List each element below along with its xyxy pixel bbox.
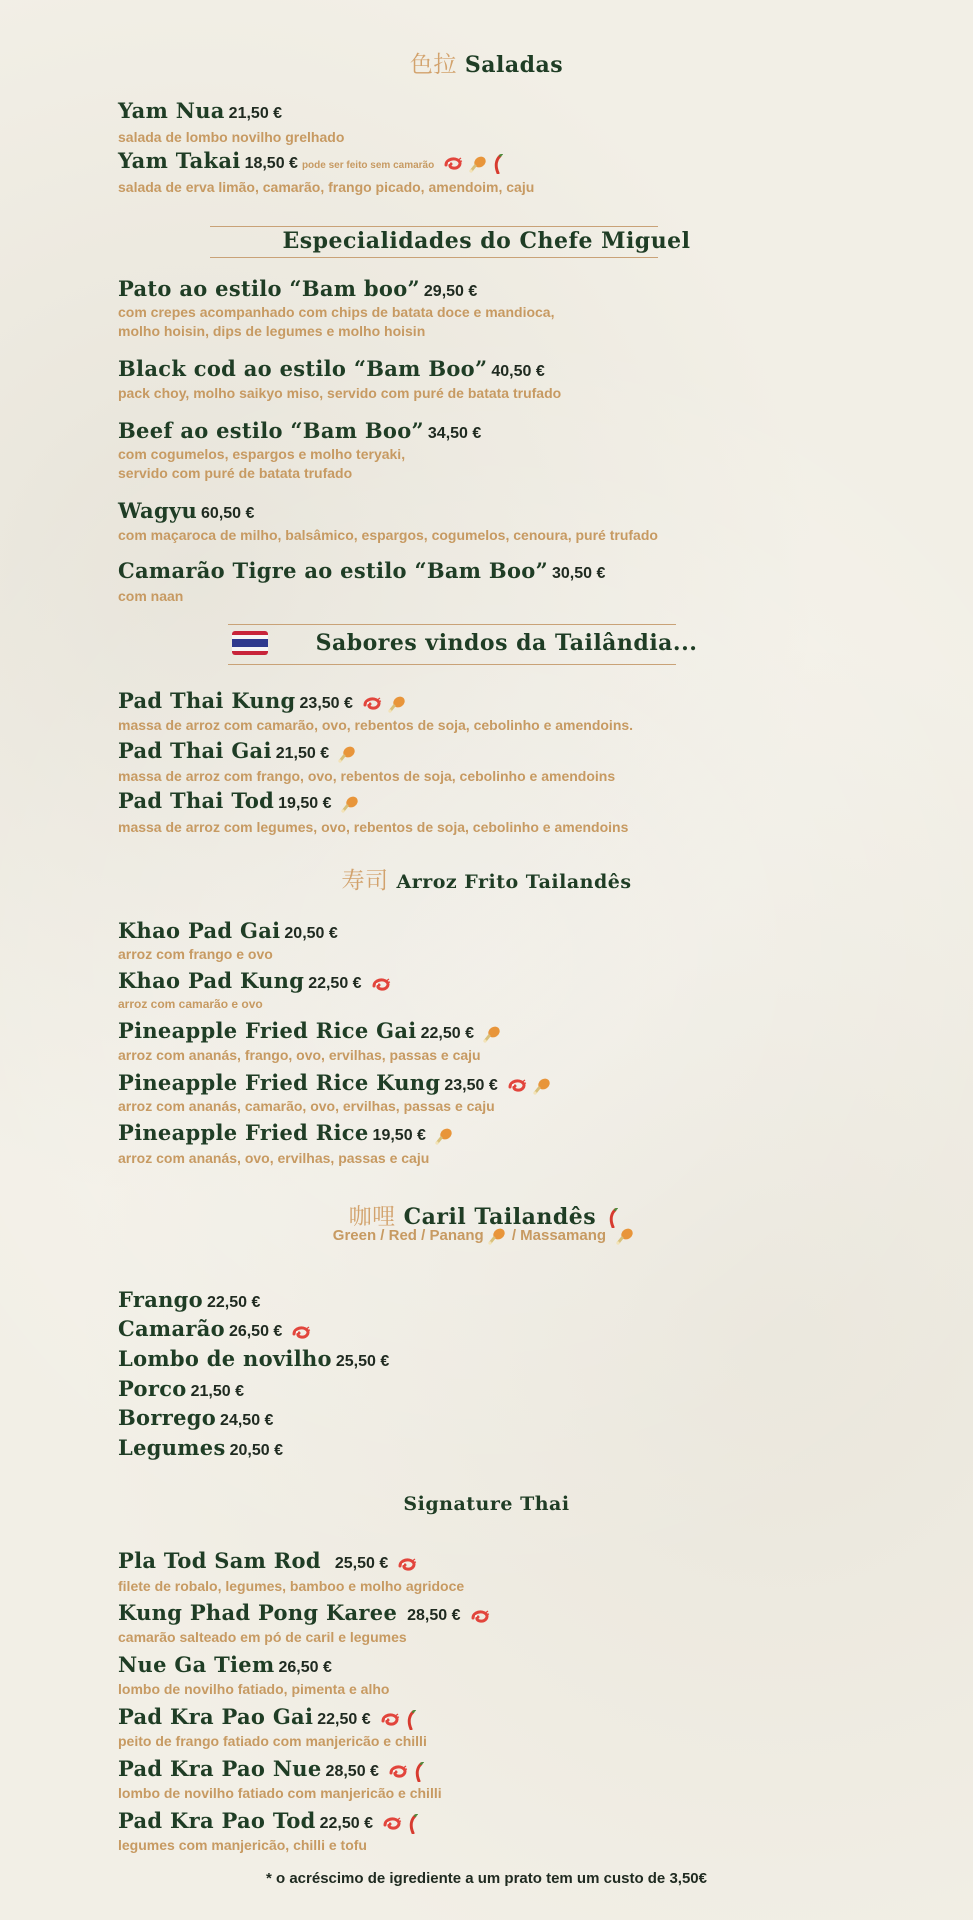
chicken-icon <box>483 1025 501 1043</box>
item-name: Pad Kra Pao Tod <box>118 1808 316 1833</box>
item-name: Khao Pad Gai <box>118 918 281 943</box>
menu-item <box>118 148 938 174</box>
item-description: massa de arroz com camarão, ovo, rebentos de soja, cebolinho e amendoins. <box>118 717 634 733</box>
item-name: Borrego <box>118 1405 217 1430</box>
item-price: 23,50 € <box>299 695 353 712</box>
chili-icon <box>408 1814 418 1834</box>
menu-item <box>118 1548 938 1573</box>
shrimp-icon <box>470 1609 490 1625</box>
shrimp-icon <box>291 1325 311 1341</box>
item-name: Frango <box>118 1287 203 1312</box>
item-price: 28,50 € <box>407 1607 461 1624</box>
menu-item <box>118 1346 938 1371</box>
item-price: 22,50 € <box>317 1711 371 1728</box>
menu-item <box>118 1287 938 1312</box>
section-cn-label: 咖哩 <box>348 1204 396 1230</box>
menu-item <box>118 1600 938 1625</box>
item-price: 26,50 € <box>278 1659 332 1676</box>
item-price: 30,50 € <box>551 565 606 582</box>
item-name: Yam Takai <box>118 148 241 173</box>
item-price: 28,50 € <box>325 1763 379 1780</box>
shrimp-icon <box>371 977 391 993</box>
menu-item <box>118 98 938 123</box>
item-price: 21,50 € <box>228 105 283 122</box>
item-description: lombo de novilho fatiado, pimenta e alho <box>118 1681 390 1697</box>
item-description: filete de robalo, legumes, bamboo e molho agridoce <box>118 1578 465 1594</box>
chicken-icon <box>435 1127 453 1145</box>
caril-options-label: / Massamang <box>511 1227 607 1244</box>
item-name: Lombo de novilho <box>118 1346 332 1371</box>
item-name: Camarão <box>118 1316 225 1341</box>
shrimp-icon <box>443 156 463 172</box>
item-name: Pineapple Fried Rice Kung <box>118 1070 441 1095</box>
shrimp-icon <box>507 1078 527 1094</box>
item-name: Yam Nua <box>118 98 225 123</box>
item-name: Camarão Tigre ao estilo “Bam Boo” <box>118 558 548 583</box>
chicken-icon <box>388 695 406 713</box>
item-description: pack choy, molho saikyo miso, servido com puré de batata trufado <box>118 385 562 401</box>
item-description: arroz com ananás, camarão, ovo, ervilhas, passas e caju <box>118 1098 495 1114</box>
item-description: legumes com manjericão, chilli e tofu <box>118 1837 367 1853</box>
section-title-text: Saladas <box>464 52 564 78</box>
chili-icon <box>608 1208 618 1228</box>
item-price: 18,50 € <box>244 155 298 172</box>
menu-item <box>118 1405 938 1430</box>
divider <box>228 664 676 665</box>
item-name: Pad Thai Kung <box>118 688 296 713</box>
section-title-saladas <box>0 46 973 79</box>
item-name: Khao Pad Kung <box>118 968 305 993</box>
footnote: * o acréscimo de igrediente a um prato tem um custo de 3,50€ <box>266 1870 707 1887</box>
divider <box>210 257 658 258</box>
item-description: com maçaroca de milho, balsâmico, espargos, cogumelos, cenoura, puré trufado <box>118 527 658 543</box>
menu-item <box>118 1070 938 1095</box>
item-description: molho hoisin, dips de legumes e molho hoisin <box>118 323 426 339</box>
item-description: arroz com ananás, frango, ovo, ervilhas, passas e caju <box>118 1047 481 1063</box>
item-name: Pineapple Fried Rice Gai <box>118 1018 417 1043</box>
item-name: Black cod ao estilo “Bam Boo” <box>118 356 488 381</box>
section-cn-label: 寿司 <box>341 868 389 894</box>
item-price: 26,50 € <box>228 1323 283 1340</box>
item-price: 24,50 € <box>220 1412 274 1429</box>
section-title-arroz <box>0 862 973 895</box>
item-name: Pad Kra Pao Gai <box>118 1704 314 1729</box>
item-price: 21,50 € <box>275 745 330 762</box>
item-description: arroz com ananás, ovo, ervilhas, passas e caju <box>118 1150 430 1166</box>
menu-item <box>118 1652 938 1677</box>
item-price: 23,50 € <box>444 1077 498 1094</box>
item-description: salada de lombo novilho grelhado <box>118 129 345 145</box>
item-price: 25,50 € <box>335 1353 390 1370</box>
shrimp-icon <box>397 1557 417 1573</box>
menu-item <box>118 558 938 583</box>
menu-item <box>118 498 938 523</box>
menu-item <box>118 1704 938 1730</box>
section-title-text: Caril Tailandês <box>403 1204 597 1230</box>
menu-item <box>118 1120 938 1145</box>
item-description: lombo de novilho fatiado com manjericão e chilli <box>118 1785 442 1801</box>
item-description: salada de erva limão, camarão, frango picado, amendoim, caju <box>118 179 535 195</box>
section-title-signature: Signature Thai <box>403 1493 570 1515</box>
chicken-icon <box>338 745 356 763</box>
menu-item <box>118 1376 938 1401</box>
item-price: 34,50 € <box>427 425 482 442</box>
item-description: com crepes acompanhado com chips de batata doce e mandioca, <box>118 304 555 320</box>
menu-item <box>118 1808 938 1834</box>
menu-item <box>118 276 938 301</box>
menu-item <box>118 1018 938 1043</box>
item-description: massa de arroz com legumes, ovo, rebentos de soja, cebolinho e amendoins <box>118 819 629 835</box>
item-price: 19,50 € <box>372 1127 426 1144</box>
divider <box>210 226 658 227</box>
item-name: Legumes <box>118 1435 226 1460</box>
menu-item <box>118 788 938 813</box>
divider <box>228 624 676 625</box>
shrimp-icon <box>382 1816 402 1832</box>
item-price: 20,50 € <box>229 1442 283 1459</box>
chicken-icon <box>341 795 359 813</box>
item-description: massa de arroz com frango, ovo, rebentos de soja, cebolinho e amendoins <box>118 768 616 784</box>
item-name: Pineapple Fried Rice <box>118 1120 369 1145</box>
section-title-tailandia: Sabores vindos da Tailândia... <box>315 630 698 656</box>
chili-icon <box>414 1762 424 1782</box>
menu-item <box>118 688 938 713</box>
section-title-chef: Especialidades do Chefe Miguel <box>282 228 691 254</box>
section-cn-label: 色拉 <box>409 52 457 78</box>
menu-item <box>118 968 938 993</box>
chicken-icon <box>488 1227 506 1245</box>
item-description: com cogumelos, espargos e molho teryaki, <box>118 446 406 462</box>
chili-icon <box>493 154 503 174</box>
shrimp-icon <box>362 696 382 712</box>
menu-item <box>118 1316 938 1341</box>
caril-options-label: Green / Red / Panang <box>332 1227 484 1244</box>
item-name: Pad Thai Tod <box>118 788 275 813</box>
item-description: com naan <box>118 588 184 604</box>
item-name: Pad Thai Gai <box>118 738 272 763</box>
item-name: Porco <box>118 1376 187 1401</box>
menu-item <box>118 738 938 763</box>
item-name: Kung Phad Pong Karee <box>118 1600 398 1625</box>
item-name: Nue Ga Tiem <box>118 1652 275 1677</box>
item-description: arroz com camarão e ovo <box>118 997 263 1011</box>
item-price: 29,50 € <box>423 283 478 300</box>
shrimp-icon <box>388 1764 408 1780</box>
item-price: 22,50 € <box>206 1294 261 1311</box>
menu-item <box>118 418 938 443</box>
chicken-icon <box>469 155 487 173</box>
chicken-icon <box>616 1227 634 1245</box>
item-note: pode ser feito sem camarão <box>301 160 435 171</box>
menu-item <box>118 356 938 381</box>
item-price: 60,50 € <box>201 505 255 522</box>
item-description: arroz com frango e ovo <box>118 946 273 962</box>
item-price: 19,50 € <box>278 795 332 812</box>
shrimp-icon <box>380 1712 400 1728</box>
item-description: servido com puré de batata trufado <box>118 465 353 481</box>
item-name: Pla Tod Sam Rod <box>118 1548 321 1573</box>
caril-subtitle <box>0 1227 973 1245</box>
item-price: 21,50 € <box>190 1383 244 1400</box>
menu-item <box>118 1756 938 1782</box>
item-price: 25,50 € <box>334 1555 389 1572</box>
item-price: 22,50 € <box>319 1815 374 1832</box>
item-price: 22,50 € <box>420 1025 474 1042</box>
menu-item <box>118 1435 938 1460</box>
item-name: Wagyu <box>118 498 198 523</box>
item-name: Pato ao estilo “Bam boo” <box>118 276 420 301</box>
menu-item <box>118 918 938 943</box>
chicken-icon <box>533 1077 551 1095</box>
item-description: peito de frango fatiado com manjericão e chilli <box>118 1733 427 1749</box>
item-price: 40,50 € <box>491 363 545 380</box>
item-description: camarão salteado em pó de caril e legumes <box>118 1629 407 1645</box>
item-name: Beef ao estilo “Bam Boo” <box>118 418 424 443</box>
item-price: 20,50 € <box>284 925 338 942</box>
section-title-text: Arroz Frito Tailandês <box>396 871 632 893</box>
chili-icon <box>406 1710 416 1730</box>
item-price: 22,50 € <box>308 975 362 992</box>
item-name: Pad Kra Pao Nue <box>118 1756 322 1781</box>
